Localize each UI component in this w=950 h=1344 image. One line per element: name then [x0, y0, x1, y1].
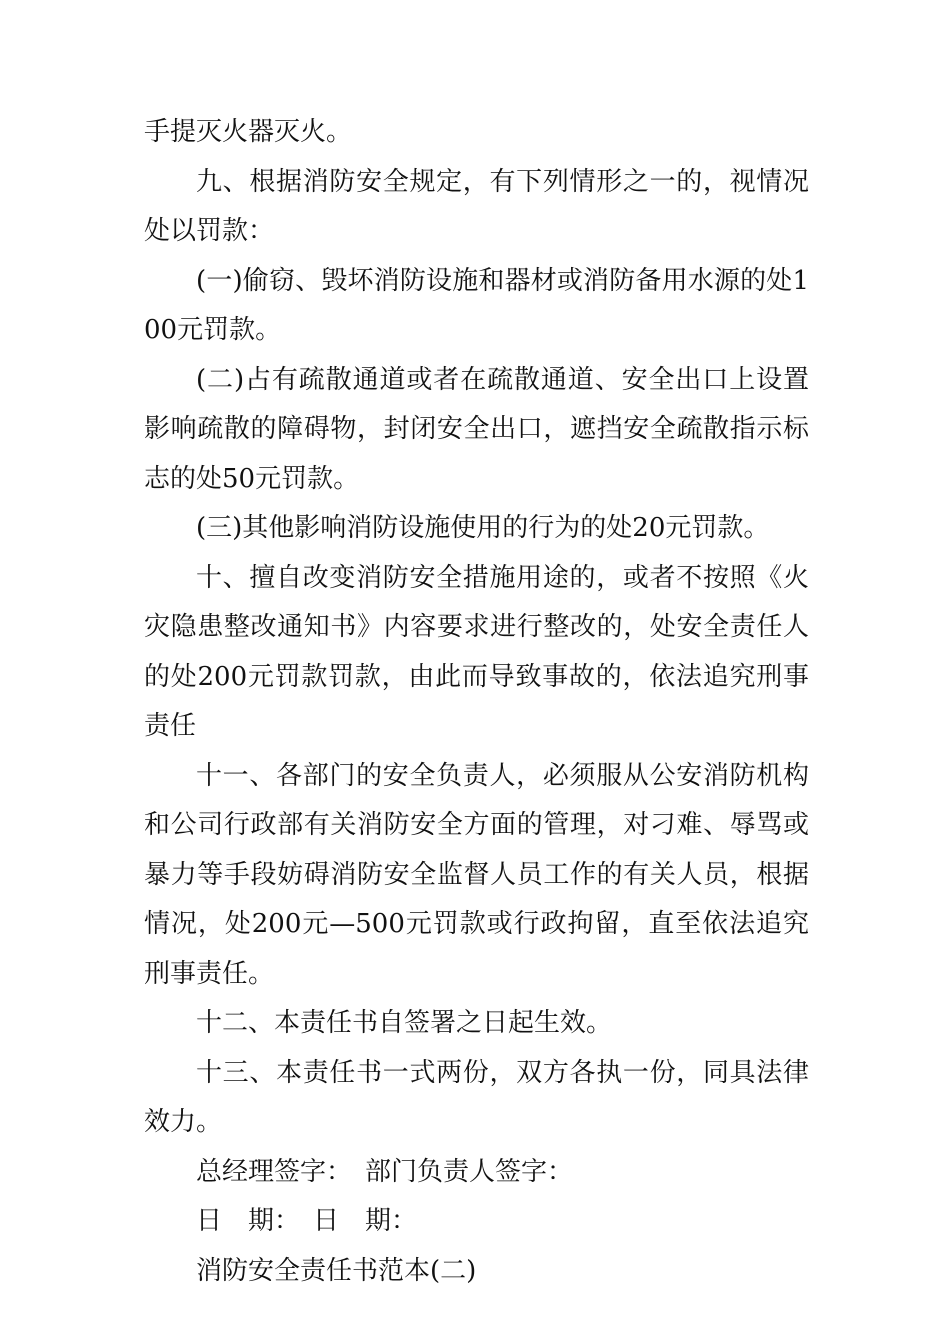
clause-9-item-2: (二)占有疏散通道或者在疏散通道、安全出口上设置影响疏散的障碍物，封闭安全出口，遮挡安全疏散指示标志的处50元罚款。	[144, 364, 809, 494]
next-section-title: 消防安全责任书范本(二)	[196, 1255, 477, 1286]
clause-9-item-1: (一)偷窃、毁坏消防设施和器材或消防备用水源的处100元罚款。	[144, 265, 809, 345]
clause-9-item-3: (三)其他影响消防设施使用的行为的处20元罚款。	[196, 513, 770, 543]
signature-line: 总经理签字： 部门负责人签字：	[196, 1156, 574, 1187]
paragraph-fire-extinguisher: 手提灭火器灭火。	[144, 117, 353, 147]
date-line: 日 期： 日 期：	[196, 1206, 418, 1236]
clause-11: 十一、各部门的安全负责人，必须服从公安消防机构和公司行政部有关消防安全方面的管理，对刁难、辱骂或暴力等手段妨碍消防安全监督人员工作的有关人员，根据情况，处200元—500元罚款或行政拘留，直至依法追究刑事责任。	[144, 760, 809, 989]
clause-9: 九、根据消防安全规定，有下列情形之一的，视情况处以罚款：	[144, 166, 809, 246]
clause-10: 十、擅自改变消防安全措施用途的，或者不按照《火灾隐患整改通知书》内容要求进行整改的，处安全责任人的处200元罚款罚款，由此而导致事故的，依法追究刑事责任	[144, 562, 809, 741]
document-body	[144, 108, 809, 1296]
clause-12: 十二、本责任书自签署之日起生效。	[196, 1008, 613, 1038]
clause-13: 十三、本责任书一式两份，双方各执一份，同具法律效力。	[144, 1057, 809, 1137]
